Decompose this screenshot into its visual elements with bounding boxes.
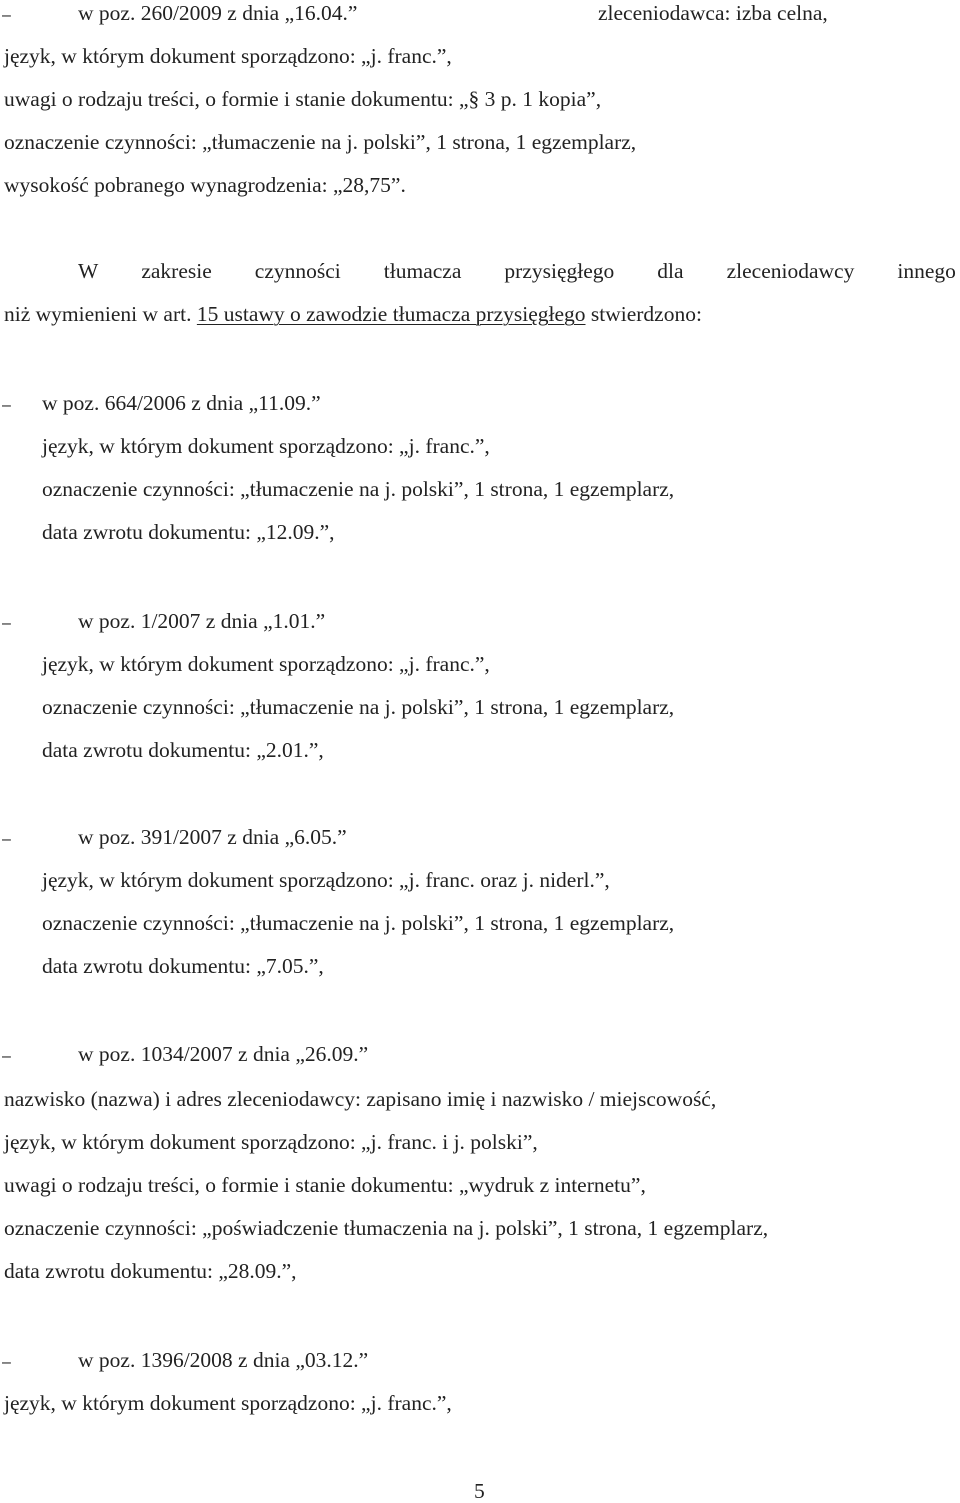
entry-language: język, w którym dokument sporządzono: „j. franc. i j. polski”, [4,1130,538,1154]
entry-language: język, w którym dokument sporządzono: „j. franc.”, [4,44,452,68]
bullet-dash: – [2,7,11,24]
section-word: dla [657,259,684,283]
law-reference: 15 ustawy o zawodzie tłumacza przysięgłego [196,302,586,326]
entry-return-date: data zwrotu dokumentu: „7.05.”, [42,954,324,978]
entry-remarks: uwagi o rodzaju treści, o formie i stanie dokumentu: „§ 3 p. 1 kopia”, [4,87,602,111]
entry-language: język, w którym dokument sporządzono: „j. franc.”, [42,652,490,676]
entry-position: w poz. 260/2009 z dnia „16.04.” [78,1,358,25]
bullet-dash: – [2,615,11,632]
section-intro-line2 [4,304,702,326]
entry-position: w poz. 1396/2008 z dnia „03.12.” [78,1348,369,1372]
entry-remarks: uwagi o rodzaju treści, o formie i stanie dokumentu: „wydruk z internetu”, [4,1173,646,1197]
section-word: zakresie [141,259,212,283]
entry-position: w poz. 1034/2007 z dnia „26.09.” [78,1042,369,1066]
entry-activity: oznaczenie czynności: „tłumaczenie na j. polski”, 1 strona, 1 egzemplarz, [4,130,637,154]
entry-client: nazwisko (nazwa) i adres zleceniodawcy: zapisano imię i nazwisko / miejscowość, [4,1087,717,1111]
entry-activity: oznaczenie czynności: „tłumaczenie na j. polski”, 1 strona, 1 egzemplarz, [42,695,675,719]
section-word: innego [897,259,956,283]
section-word: W [78,259,99,283]
entry-return-date: data zwrotu dokumentu: „2.01.”, [42,738,324,762]
bullet-dash: – [2,397,11,414]
bullet-dash: – [2,831,11,848]
section-suffix: stwierdzono: [585,302,702,326]
entry-position: w poz. 391/2007 z dnia „6.05.” [78,825,347,849]
entry-fee: wysokość pobranego wynagrodzenia: „28,75”. [4,173,406,197]
section-prefix: niż wymienieni w art. [4,302,197,326]
entry-language: język, w którym dokument sporządzono: „j. franc.”, [4,1391,452,1415]
section-word: tłumacza [383,259,462,283]
entry-return-date: data zwrotu dokumentu: „12.09.”, [42,520,335,544]
bullet-dash: – [2,1354,11,1371]
entry-activity: oznaczenie czynności: „tłumaczenie na j. polski”, 1 strona, 1 egzemplarz, [42,911,675,935]
bullet-dash: – [2,1048,11,1065]
section-word: przysięgłego [504,259,615,283]
entry-position: w poz. 664/2006 z dnia „11.09.” [42,391,321,415]
entry-activity: oznaczenie czynności: „poświadczenie tłumaczenia na j. polski”, 1 strona, 1 egzemplarz, [4,1216,769,1240]
entry-position: w poz. 1/2007 z dnia „1.01.” [78,609,326,633]
entry-language: język, w którym dokument sporządzono: „j. franc. oraz j. niderl.”, [42,868,610,892]
page-number: 5 [474,1479,485,1503]
section-intro-line1 [78,261,956,283]
entry-client: zleceniodawca: izba celna, [598,1,828,25]
section-word: czynności [254,259,341,283]
entry-language: język, w którym dokument sporządzono: „j. franc.”, [42,434,490,458]
section-word: zleceniodawcy [726,259,855,283]
entry-return-date: data zwrotu dokumentu: „28.09.”, [4,1259,297,1283]
entry-activity: oznaczenie czynności: „tłumaczenie na j. polski”, 1 strona, 1 egzemplarz, [42,477,675,501]
